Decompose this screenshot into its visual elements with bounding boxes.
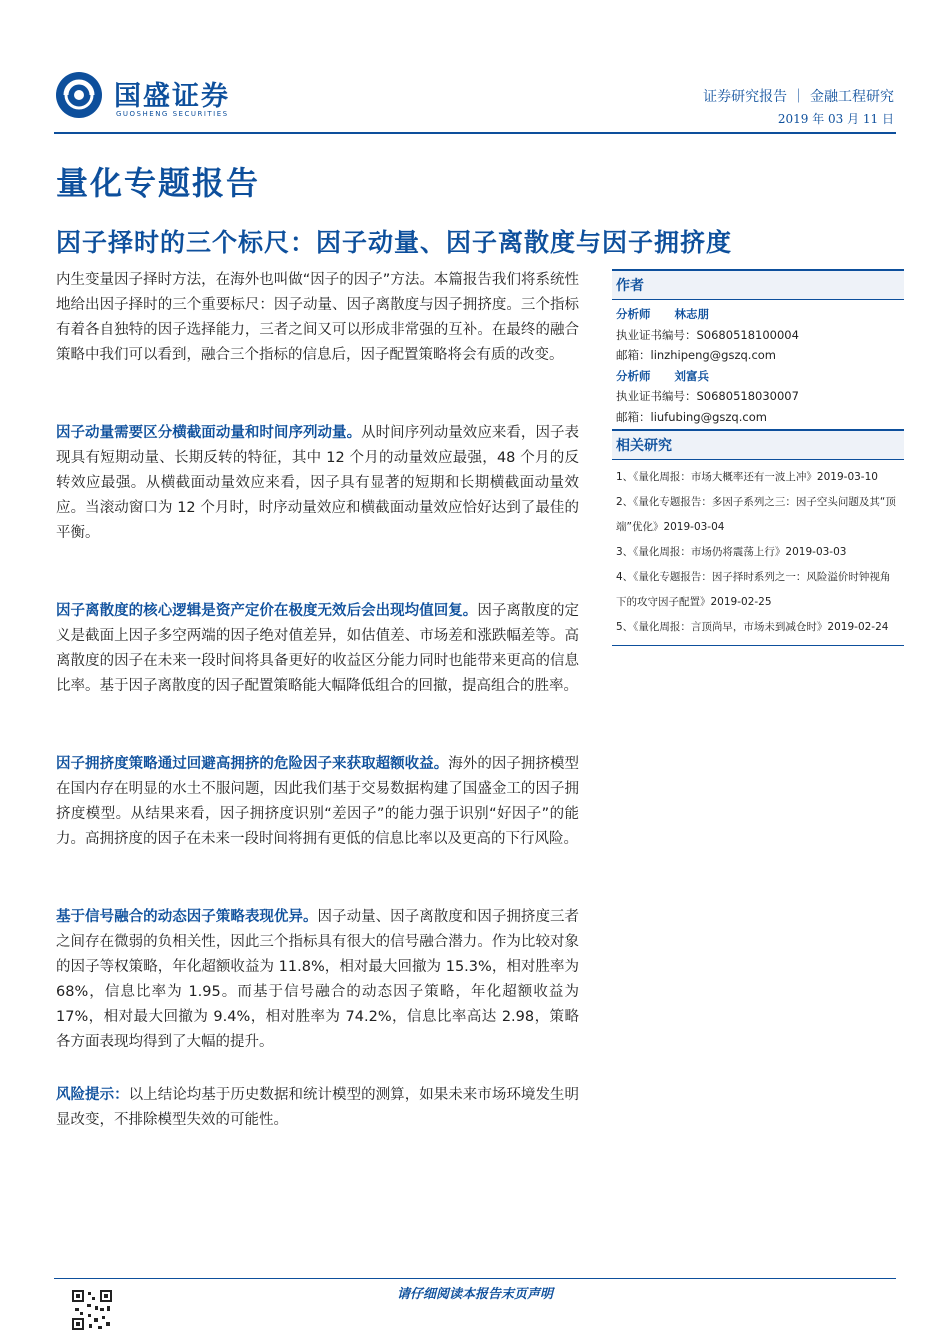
related-item[interactable]: 1、《量化周报：市场大概率还有一波上冲》2019-03-10: [616, 471, 878, 483]
analyst-email[interactable]: 邮箱：linzhipeng@gszq.com: [616, 348, 777, 362]
report-date: 2019 年 03 月 11 日: [777, 112, 894, 126]
logo-mark-icon: [54, 70, 104, 120]
report-category: 证券研究报告 ｜ 金融工程研究: [703, 89, 894, 105]
paragraph-body: 从时间序列动量效应来看，因子表现具有短期动量、长期反转的特征，其中 12 个月的动量效应最强，48 个月的反转效应最强。从横截面动量效应来看，因子具有显著的短期和长期横截面动量效应。当滚动窗口为 12 个月时，时序动量效应和横截面动量效应恰好达到了最佳的平衡。: [56, 425, 580, 541]
summary-body: [56, 268, 579, 1133]
analyst-card: [612, 300, 904, 427]
summary-paragraph-momentum: [56, 421, 579, 546]
report-subtitle: 因子择时的三个标尺：因子动量、因子离散度与因子拥挤度: [56, 228, 733, 257]
analyst-role: 分析师: [616, 368, 651, 383]
risk-lead: 风险提示：: [56, 1087, 129, 1103]
summary-paragraph-crowding: [56, 752, 579, 852]
logo-cn: 国盛证券: [114, 81, 230, 112]
analyst-role-name: [616, 304, 900, 325]
related-item[interactable]: 3、《量化周报：市场仍将震荡上行》2019-03-03: [616, 546, 847, 558]
related-item[interactable]: 2、《量化专题报告：多因子系列之三：因子空头问题及其“顶端”优化》2019-03-04: [616, 496, 896, 533]
header-divider: [54, 132, 896, 134]
analyst-cert: 执业证书编号：S0680518100004: [616, 327, 799, 342]
related-item[interactable]: 5、《量化周报：言顶尚早，市场未到减仓时》2019-02-24: [616, 621, 889, 633]
related-section-title: 相关研究: [612, 429, 904, 460]
paragraph-lead: 因子动量需要区分横截面动量和时间序列动量。: [56, 425, 362, 441]
analyst-role-name: [616, 366, 900, 387]
analyst-cert: 执业证书编号：S0680518030007: [616, 389, 799, 403]
footer-disclaimer: 请仔细阅读本报告末页声明: [396, 1287, 553, 1302]
company-logo: [54, 70, 254, 126]
sidebar: [612, 269, 904, 646]
risk-warning: [56, 1083, 579, 1133]
summary-paragraph-fusion: [56, 905, 579, 1055]
author-section-title: 作者: [612, 269, 904, 300]
footer-divider: [54, 1278, 896, 1279]
summary-paragraph-dispersion: [56, 599, 579, 699]
paragraph-lead: 基于信号融合的动态因子策略表现优异。: [56, 909, 318, 925]
paragraph-lead: 因子拥挤度策略通过回避高拥挤的危险因子来获取超额收益。: [56, 756, 449, 772]
logo-en: GUOSHENG SECURITIES: [116, 110, 229, 118]
summary-intro: 内生变量因子择时方法，在海外也叫做“因子的因子”方法。本篇报告我们将系统性地给出因子择时的三个重要标尺：因子动量、因子离散度与因子拥挤度。三个指标有着各自独特的因子选择能力，三者之间又可以形成非常强的互补。在最终的融合策略中我们可以看到，融合三个指标的信息后，因子配置策略将会有质的改变。: [56, 272, 579, 363]
risk-body: 以上结论均基于历史数据和统计模型的测算，如果未来市场环境发生明显改变，不排除模型失效的可能性。: [56, 1087, 580, 1128]
related-item[interactable]: 4、《量化专题报告：因子择时系列之一：风险溢价时钟视角下的攻守因子配置》2019-02-25: [616, 571, 891, 608]
related-research-list: [612, 460, 904, 646]
analyst-name: 刘富兵: [674, 368, 709, 383]
paragraph-body: 因子动量、因子离散度和因子拥挤度三者之间存在微弱的负相关性，因此三个指标具有很大的信号融合潜力。作为比较对象的因子等权策略，年化超额收益为 11.8%，相对最大回撤为 15.3%，相对胜率为 68%，信息比率为 1.95。而基于信号融合的动态因子策略，年化超额收益为 17%，相对最大回撤为 9.4%，相对胜率为 74.2%，信息比率高达 2.98，策略各方面表现均得到了大幅的提升。: [56, 909, 579, 1050]
paragraph-body: 因子离散度的定义是截面上因子多空两端的因子绝对值差异，如估值差、市场差和涨跌幅差等。高离散度的因子在未来一段时间将具备更好的收益区分能力同时也能带来更高的信息比率。基于因子离散度的因子配置策略能大幅降低组合的回撤，提高组合的胜率。: [56, 603, 579, 694]
analyst-email[interactable]: 邮箱：liufubing@gszq.com: [616, 409, 767, 424]
analyst-role: 分析师: [616, 307, 651, 321]
paragraph-lead: 因子离散度的核心逻辑是资产定价在极度无效后会出现均值回复。: [56, 603, 478, 619]
report-type-title: 量化专题报告: [56, 164, 261, 202]
paragraph-body: 海外的因子拥挤模型在国内存在明显的水土不服问题，因此我们基于交易数据构建了国盛金工的因子拥挤度模型。从结果来看，因子拥挤度识别“差因子”的能力强于识别“好因子”的能力。高拥挤度的因子在未来一段时间将拥有更低的信息比率以及更高的下行风险。: [56, 756, 580, 847]
analyst-name: 林志朋: [674, 307, 709, 321]
